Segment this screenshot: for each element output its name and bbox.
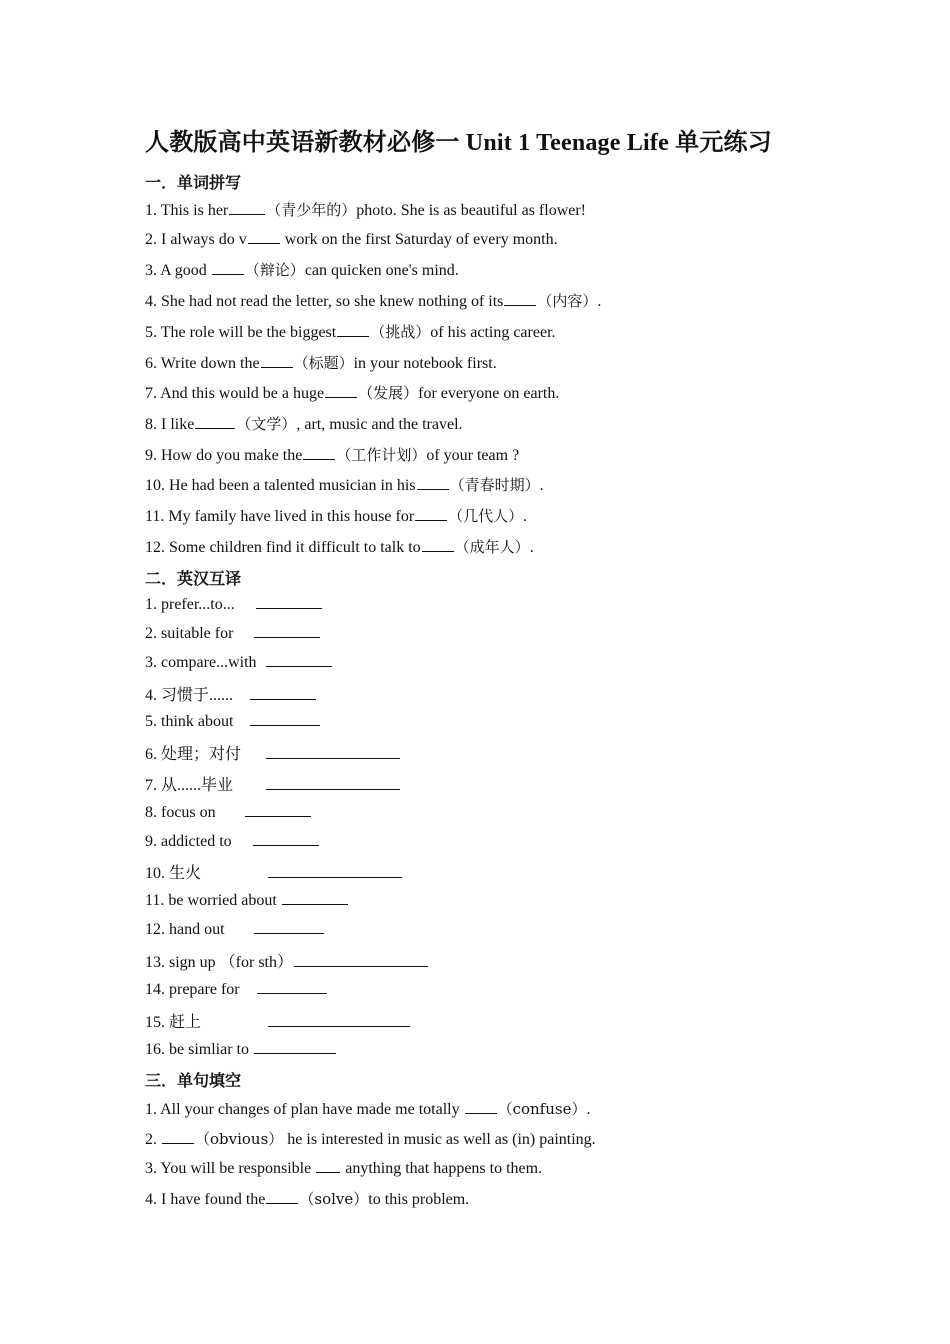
- spelling-item: 8. I like （文学）, art, music and the travel.: [145, 415, 463, 433]
- answer-blank[interactable]: [337, 322, 369, 337]
- translation-item: 6. 处理；对付: [145, 741, 401, 764]
- answer-blank[interactable]: [229, 200, 265, 215]
- answer-blank[interactable]: [465, 1099, 497, 1114]
- spelling-item: 1. This is her （青少年的）photo. She is as beautiful as flower!: [145, 201, 587, 219]
- section-heading-fill: 三．单句填空: [145, 1071, 242, 1090]
- spelling-item: 6. Write down the （标题）in your notebook first.: [145, 354, 497, 372]
- answer-blank[interactable]: [268, 1012, 410, 1027]
- section-heading-translation: 二．英汉互译: [145, 569, 242, 588]
- translation-item: 4. 习惯于......: [145, 682, 317, 705]
- fill-item: 2. （obvious） he is interested in music as well as (in) painting.: [145, 1130, 596, 1148]
- answer-blank[interactable]: [257, 979, 327, 994]
- spelling-item: 9. How do you make the （工作计划）of your team ?: [145, 446, 520, 464]
- fill-item: 1. All your changes of plan have made me totally （confuse）.: [145, 1100, 591, 1118]
- translation-item: 10. 生火: [145, 860, 403, 883]
- answer-blank[interactable]: [250, 685, 316, 700]
- translation-item: 16. be simliar to: [145, 1039, 337, 1059]
- section-heading-spelling: 一．单词拼写: [145, 173, 242, 192]
- answer-blank[interactable]: [245, 802, 311, 817]
- translation-item: 5. think about: [145, 711, 321, 731]
- spelling-item: 10. He had been a talented musician in his （青春时期）.: [145, 476, 544, 494]
- answer-blank[interactable]: [417, 475, 449, 490]
- translation-item: 13. sign up （for sth）: [145, 949, 429, 972]
- answer-blank[interactable]: [266, 744, 400, 759]
- translation-item: 7. 从......毕业: [145, 772, 401, 795]
- translation-item: 8. focus on: [145, 802, 312, 822]
- answer-blank[interactable]: [504, 291, 536, 306]
- answer-blank[interactable]: [294, 952, 428, 967]
- answer-blank[interactable]: [266, 1189, 298, 1204]
- answer-blank[interactable]: [268, 863, 402, 878]
- spelling-item: 7. And this would be a huge （发展）for everyone on earth.: [145, 384, 560, 402]
- answer-blank[interactable]: [282, 890, 348, 905]
- translation-item: 9. addicted to: [145, 831, 320, 851]
- answer-blank[interactable]: [248, 229, 280, 244]
- answer-blank[interactable]: [266, 775, 400, 790]
- answer-blank[interactable]: [253, 831, 319, 846]
- spelling-item: 4. She had not read the letter, so she knew nothing of its （内容）.: [145, 292, 602, 310]
- spelling-item: 12. Some children find it difficult to talk to （成年人）.: [145, 538, 534, 556]
- spelling-item: 2. I always do v work on the first Saturday of every month.: [145, 231, 558, 248]
- spelling-item: 11. My family have lived in this house for （几代人）.: [145, 507, 528, 525]
- answer-blank[interactable]: [254, 623, 320, 638]
- answer-blank[interactable]: [325, 383, 357, 398]
- answer-blank[interactable]: [195, 414, 235, 429]
- page-title: 人教版高中英语新教材必修一 Unit 1 Teenage Life 单元练习: [145, 130, 772, 156]
- translation-item: 15. 赶上: [145, 1009, 411, 1032]
- answer-blank[interactable]: [266, 652, 332, 667]
- answer-blank[interactable]: [254, 1039, 336, 1054]
- fill-item: 3. You will be responsible anything that happens to them.: [145, 1160, 543, 1177]
- answer-blank[interactable]: [422, 537, 454, 552]
- answer-blank[interactable]: [250, 711, 320, 726]
- translation-item: 11. be worried about: [145, 890, 349, 910]
- answer-blank[interactable]: [212, 260, 244, 275]
- answer-blank[interactable]: [415, 506, 447, 521]
- translation-item: 2. suitable for: [145, 623, 321, 643]
- translation-item: 3. compare...with: [145, 652, 333, 672]
- answer-blank[interactable]: [316, 1158, 340, 1173]
- answer-blank[interactable]: [303, 445, 335, 460]
- translation-item: 12. hand out: [145, 919, 325, 939]
- spelling-item: 3. A good （辩论）can quicken one's mind.: [145, 261, 459, 279]
- answer-blank[interactable]: [261, 353, 293, 368]
- fill-item: 4. I have found the （solve）to this problem.: [145, 1190, 470, 1208]
- answer-blank[interactable]: [254, 919, 324, 934]
- translation-item: 1. prefer...to...: [145, 594, 323, 614]
- answer-blank[interactable]: [162, 1129, 194, 1144]
- translation-item: 14. prepare for: [145, 979, 328, 999]
- answer-blank[interactable]: [256, 594, 322, 609]
- spelling-item: 5. The role will be the biggest （挑战）of his acting career.: [145, 323, 556, 341]
